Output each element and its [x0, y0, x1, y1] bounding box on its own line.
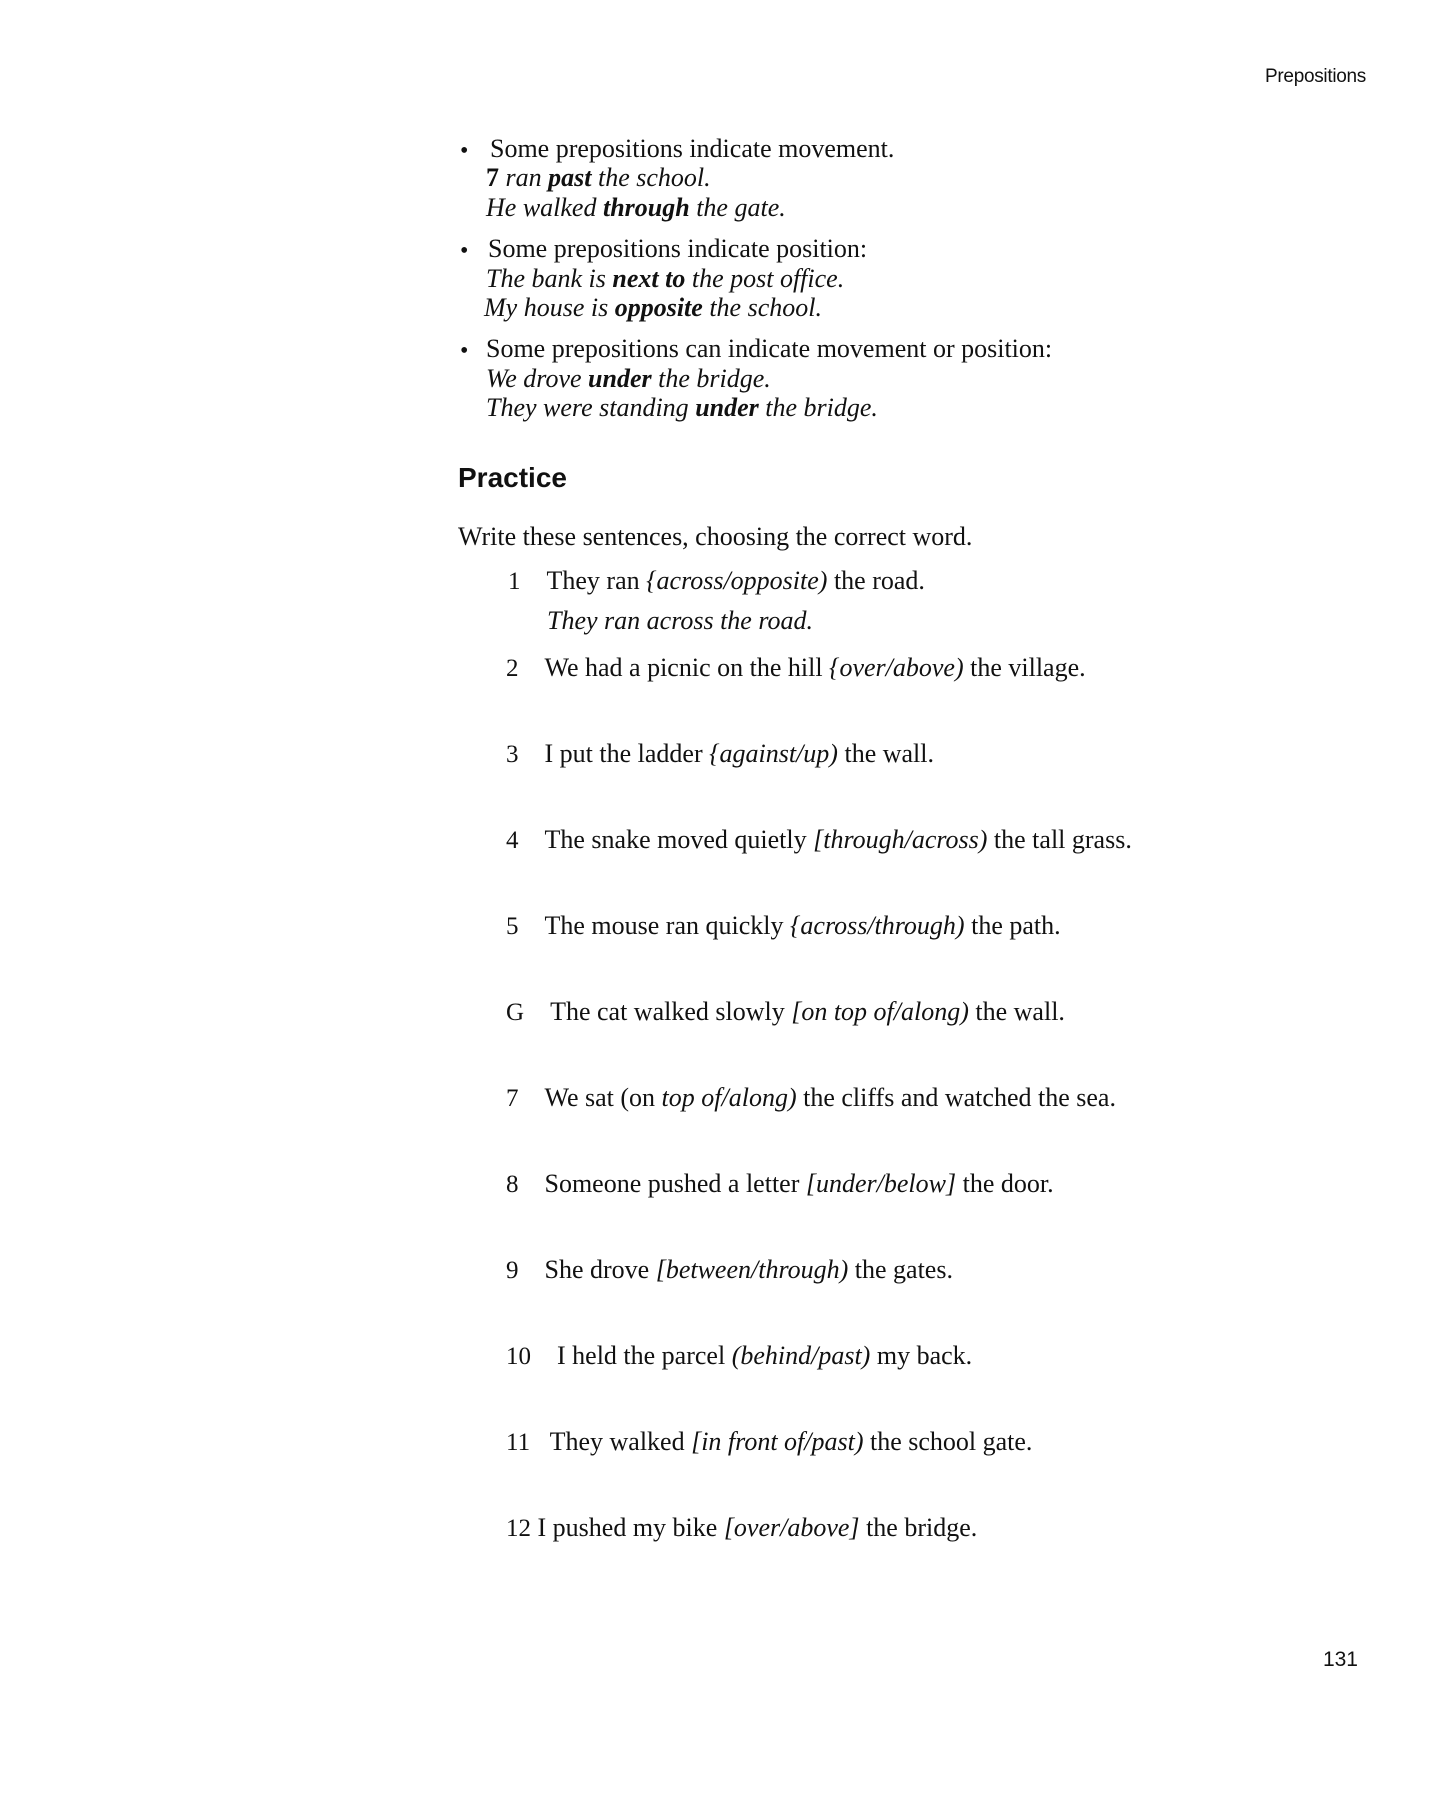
- bullet-icon: •: [460, 138, 469, 164]
- exercise-item: 8 Someone pushed a letter [under/below] the door.: [506, 1169, 1054, 1198]
- practice-instruction: Write these sentences, choosing the correct word.: [458, 522, 973, 551]
- exercise-item: 9 She drove [between/through) the gates.: [506, 1255, 953, 1284]
- rule-1-example-2: He walked through the gate.: [486, 193, 786, 222]
- rule-2-intro: Some prepositions indicate position:: [488, 234, 868, 263]
- exercise-item: 7 We sat (on top of/along) the cliffs and watched the sea.: [506, 1083, 1116, 1112]
- rule-1-example-1: 7 ran past the school.: [486, 163, 711, 192]
- bullet-icon: •: [460, 338, 469, 364]
- bullet-icon: •: [460, 238, 469, 264]
- rule-2-example-2: My house is opposite the school.: [484, 293, 822, 322]
- practice-heading: Practice: [458, 462, 567, 493]
- rule-3-example-2: They were standing under the bridge.: [486, 393, 878, 422]
- exercise-item: 5 The mouse ran quickly {across/through) the path.: [506, 911, 1061, 940]
- exercise-answer: They ran across the road.: [547, 606, 814, 635]
- exercise-item: 3 I put the ladder {against/up) the wall.: [506, 739, 934, 768]
- exercise-item: 4 The snake moved quietly [through/across) the tall grass.: [506, 825, 1132, 854]
- rule-2-example-1: The bank is next to the post office.: [486, 264, 845, 293]
- rule-1-intro: Some prepositions indicate movement.: [490, 134, 895, 163]
- rule-3-example-1: We drove under the bridge.: [486, 364, 771, 393]
- exercise-item: 1 They ran {across/opposite) the road.: [508, 566, 925, 595]
- running-header: Prepositions: [1265, 66, 1366, 87]
- exercise-item: 12 I pushed my bike [over/above] the bridge.: [506, 1513, 978, 1542]
- exercise-item: 2 We had a picnic on the hill {over/above) the village.: [506, 653, 1086, 682]
- exercise-item: 11 They walked [in front of/past) the school gate.: [506, 1427, 1033, 1456]
- rule-3-intro: Some prepositions can indicate movement or position:: [486, 334, 1053, 363]
- exercise-item: G The cat walked slowly [on top of/along) the wall.: [506, 997, 1065, 1026]
- exercise-item: 10 I held the parcel (behind/past) my back.: [506, 1341, 973, 1370]
- page-number: 131: [1322, 1648, 1358, 1671]
